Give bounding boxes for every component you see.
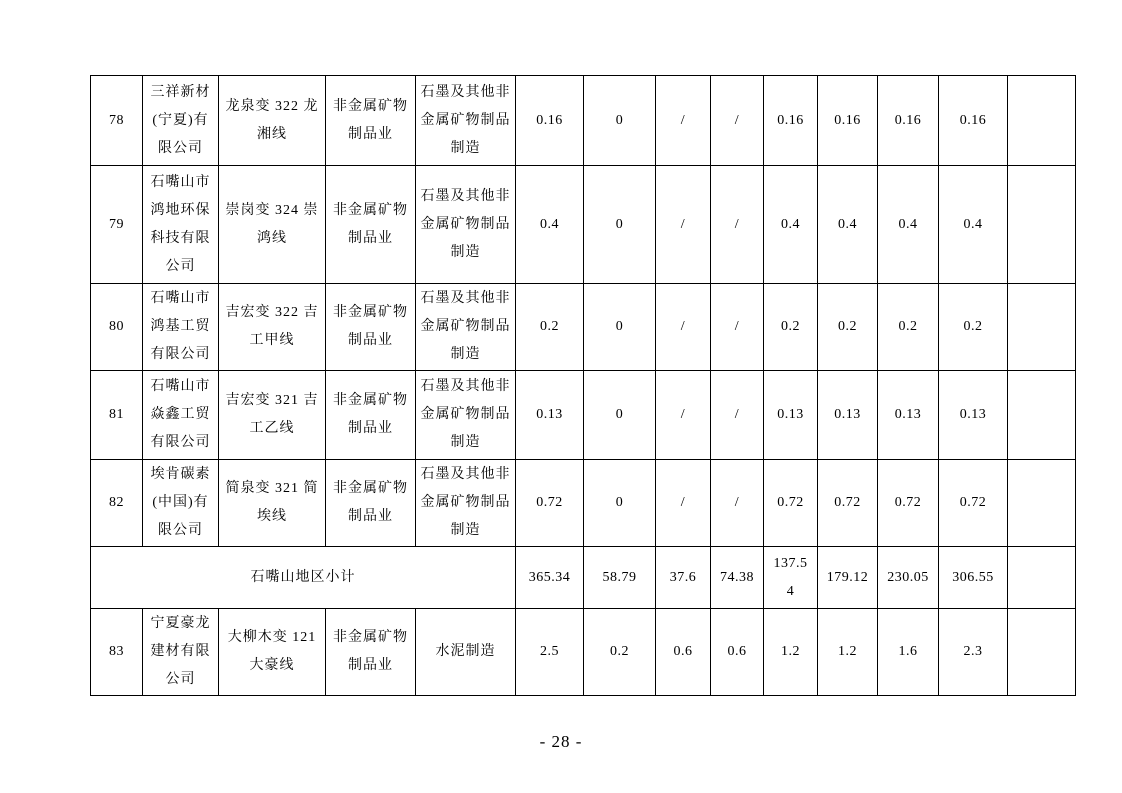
cell-value-text: 0.16	[536, 112, 563, 128]
cell-value-text: 0.6	[727, 644, 747, 659]
cell-value-text: 0.6	[673, 644, 693, 659]
cell-value-text: 0.13	[536, 407, 563, 422]
cell-value	[818, 371, 878, 460]
cell-value-text: 365.34	[528, 569, 571, 585]
cell-value-text: 0.13	[894, 407, 922, 422]
cell-industry	[326, 284, 416, 371]
cell-empty	[1008, 76, 1076, 166]
cell-value-text: 0.2	[898, 319, 918, 334]
cell-company	[143, 284, 219, 371]
cell-value-text: 0	[615, 495, 624, 510]
cell-industry	[326, 166, 416, 284]
cell-value-text: 179.12	[826, 569, 869, 585]
cell-index-text: 82	[109, 495, 124, 510]
cell-sub-industry-text: 石墨及其他非金属矿物制品制造	[420, 291, 511, 362]
cell-index-text: 83	[109, 644, 124, 659]
cell-value-text: 0.72	[777, 495, 804, 510]
cell-value-text: /	[680, 407, 686, 422]
cell-value-text: 0	[615, 407, 624, 422]
page-number: - 28 -	[539, 732, 583, 751]
cell-value	[939, 284, 1008, 371]
cell-value-text: 0.16	[777, 112, 804, 128]
cell-value-text: 0	[615, 112, 624, 128]
cell-line-text: 崇岗变 324 崇鸿线	[225, 202, 319, 246]
cell-value	[656, 547, 711, 609]
cell-value-text: 306.55	[952, 569, 994, 585]
cell-empty	[1008, 166, 1076, 284]
cell-value-text: 0.72	[536, 495, 563, 510]
cell-value	[764, 76, 818, 166]
table-row	[91, 371, 1076, 460]
cell-value	[584, 284, 656, 371]
cell-value-text: 0.4	[963, 216, 983, 232]
cell-sub-industry-text: 石墨及其他非金属矿物制品制造	[420, 379, 511, 450]
cell-line-text: 龙泉变 322 龙湘线	[225, 98, 319, 142]
cell-company	[143, 460, 219, 547]
table-row	[91, 76, 1076, 166]
cell-value	[818, 609, 878, 696]
table-row	[91, 609, 1076, 696]
cell-value-text: 0.2	[610, 644, 629, 659]
cell-value	[516, 547, 584, 609]
cell-value	[878, 371, 939, 460]
cell-value	[764, 609, 818, 696]
cell-value	[656, 76, 711, 166]
cell-company-text: 石嘴山市焱鑫工贸有限公司	[150, 379, 211, 450]
cell-index-text: 80	[109, 319, 124, 334]
table-row	[91, 284, 1076, 371]
cell-company	[143, 166, 219, 284]
cell-value	[878, 284, 939, 371]
cell-value-text: 230.05	[887, 569, 929, 585]
cell-value-text: 2.3	[963, 644, 983, 659]
cell-value	[584, 76, 656, 166]
emissions-table	[90, 75, 1076, 696]
cell-value	[764, 166, 818, 284]
cell-value-text: /	[734, 495, 740, 510]
cell-value	[711, 460, 764, 547]
table-row	[91, 460, 1076, 547]
cell-value-text: 0.13	[834, 407, 861, 422]
cell-industry-text: 非金属矿物制品业	[333, 305, 408, 348]
cell-sub-industry	[416, 460, 516, 547]
cell-value-text: 0.16	[834, 112, 861, 128]
cell-company-text: 埃肯碳素(中国)有限公司	[150, 467, 211, 538]
cell-industry	[326, 460, 416, 547]
cell-industry-text: 非金属矿物制品业	[333, 98, 408, 142]
cell-value	[764, 460, 818, 547]
cell-value	[656, 166, 711, 284]
cell-line-text: 吉宏变 322 吉工甲线	[225, 305, 319, 348]
cell-company-text: 石嘴山市鸿基工贸有限公司	[150, 291, 211, 362]
cell-sub-industry	[416, 609, 516, 696]
cell-value	[764, 284, 818, 371]
cell-value	[516, 609, 584, 696]
cell-value-text: /	[734, 319, 740, 334]
cell-value	[584, 166, 656, 284]
cell-value-text: 1.2	[838, 644, 857, 659]
cell-index	[91, 166, 143, 284]
cell-line	[219, 166, 326, 284]
subtotal-row	[91, 547, 1076, 609]
cell-value-text: 0.2	[963, 319, 983, 334]
cell-value	[711, 547, 764, 609]
cell-value-text: 0.13	[959, 407, 987, 422]
cell-value	[711, 284, 764, 371]
cell-value-text: 0.2	[838, 319, 857, 334]
cell-value-text: 0.4	[540, 216, 559, 232]
cell-value-text: 0.2	[781, 319, 800, 334]
cell-line	[219, 284, 326, 371]
cell-company-text: 三祥新材(宁夏)有限公司	[150, 84, 211, 156]
cell-industry	[326, 609, 416, 696]
cell-value	[711, 166, 764, 284]
cell-empty	[1008, 609, 1076, 696]
cell-value	[764, 371, 818, 460]
cell-sub-industry-text: 石墨及其他非金属矿物制品制造	[420, 467, 511, 538]
cell-index	[91, 460, 143, 547]
cell-value-text: 0.16	[959, 112, 987, 128]
cell-value	[939, 460, 1008, 547]
cell-value-text: 0.4	[781, 216, 800, 232]
cell-value	[939, 371, 1008, 460]
cell-value	[516, 460, 584, 547]
cell-value-text: 0.72	[834, 495, 861, 510]
cell-sub-industry	[416, 284, 516, 371]
cell-value-text: 1.6	[898, 644, 918, 659]
cell-value	[656, 284, 711, 371]
cell-industry-text: 非金属矿物制品业	[333, 481, 408, 524]
cell-value-text: 0.13	[777, 407, 804, 422]
cell-value-text: /	[680, 216, 686, 232]
cell-value	[656, 609, 711, 696]
cell-value	[878, 76, 939, 166]
cell-value	[878, 460, 939, 547]
cell-empty	[1008, 371, 1076, 460]
cell-value-text: 37.6	[669, 569, 697, 585]
cell-line	[219, 76, 326, 166]
cell-value	[818, 460, 878, 547]
cell-value	[764, 547, 818, 609]
cell-index-text: 79	[109, 216, 124, 232]
cell-value	[818, 166, 878, 284]
cell-value	[516, 371, 584, 460]
cell-value-text: 0.72	[894, 495, 922, 510]
cell-value	[516, 284, 584, 371]
cell-value-text: /	[734, 112, 740, 128]
cell-value-text: 0.4	[838, 216, 857, 232]
cell-line-text: 吉宏变 321 吉工乙线	[225, 393, 319, 436]
cell-industry-text: 非金属矿物制品业	[333, 393, 408, 436]
cell-index-text: 78	[109, 112, 124, 128]
cell-company	[143, 609, 219, 696]
cell-sub-industry-text: 水泥制造	[435, 644, 496, 659]
cell-value-text: /	[680, 112, 686, 128]
cell-sub-industry	[416, 371, 516, 460]
cell-company	[143, 76, 219, 166]
cell-value	[818, 284, 878, 371]
cell-value	[584, 609, 656, 696]
cell-value-text: 2.5	[540, 644, 559, 659]
cell-line-text: 大柳木变 121 大豪线	[227, 630, 317, 673]
cell-subtotal-label-text: 石嘴山地区小计	[250, 569, 356, 585]
cell-value	[939, 76, 1008, 166]
cell-value	[939, 609, 1008, 696]
cell-index	[91, 371, 143, 460]
cell-line	[219, 371, 326, 460]
table-row	[91, 166, 1076, 284]
cell-line	[219, 460, 326, 547]
cell-value-text: 1.2	[781, 644, 800, 659]
cell-index	[91, 284, 143, 371]
cell-subtotal-label	[91, 547, 516, 609]
cell-value-text: /	[680, 319, 686, 334]
cell-empty	[1008, 547, 1076, 609]
cell-company-text: 石嘴山市鸿地环保科技有限公司	[150, 174, 211, 274]
cell-sub-industry-text: 石墨及其他非金属矿物制品制造	[420, 188, 511, 260]
cell-index-text: 81	[109, 407, 124, 422]
cell-index	[91, 76, 143, 166]
cell-company	[143, 371, 219, 460]
cell-index	[91, 609, 143, 696]
cell-value	[878, 166, 939, 284]
cell-empty	[1008, 284, 1076, 371]
cell-value-text: 0.4	[898, 216, 918, 232]
cell-value	[516, 76, 584, 166]
cell-value-text: 0	[615, 319, 624, 334]
cell-value	[878, 609, 939, 696]
cell-value	[939, 166, 1008, 284]
cell-industry	[326, 371, 416, 460]
cell-value-text: 0.72	[959, 495, 987, 510]
cell-value-text: /	[680, 495, 686, 510]
cell-value	[818, 76, 878, 166]
cell-value-text: 58.79	[602, 569, 637, 585]
cell-value	[656, 460, 711, 547]
cell-value	[584, 547, 656, 609]
cell-line-text: 简泉变 321 简埃线	[225, 481, 319, 524]
cell-sub-industry	[416, 76, 516, 166]
cell-sub-industry-text: 石墨及其他非金属矿物制品制造	[420, 84, 511, 156]
cell-value-text: /	[734, 216, 740, 232]
cell-industry-text: 非金属矿物制品业	[333, 630, 408, 673]
cell-value-text: 0	[615, 216, 624, 232]
cell-value-text: 137.54	[773, 555, 808, 599]
table-body	[91, 76, 1076, 696]
cell-value	[711, 76, 764, 166]
cell-value	[818, 547, 878, 609]
cell-empty	[1008, 460, 1076, 547]
cell-company-text: 宁夏豪龙建材有限公司	[150, 616, 211, 687]
cell-value-text: 0.16	[894, 112, 922, 128]
cell-line	[219, 609, 326, 696]
cell-industry-text: 非金属矿物制品业	[333, 202, 408, 246]
cell-value	[939, 547, 1008, 609]
cell-value	[878, 547, 939, 609]
cell-value-text: /	[734, 407, 740, 422]
cell-value	[711, 609, 764, 696]
cell-sub-industry	[416, 166, 516, 284]
cell-value	[584, 460, 656, 547]
cell-value	[711, 371, 764, 460]
cell-value	[656, 371, 711, 460]
cell-value-text: 74.38	[720, 569, 754, 585]
cell-value	[584, 371, 656, 460]
cell-value-text: 0.2	[540, 319, 559, 334]
cell-value	[516, 166, 584, 284]
cell-industry	[326, 76, 416, 166]
